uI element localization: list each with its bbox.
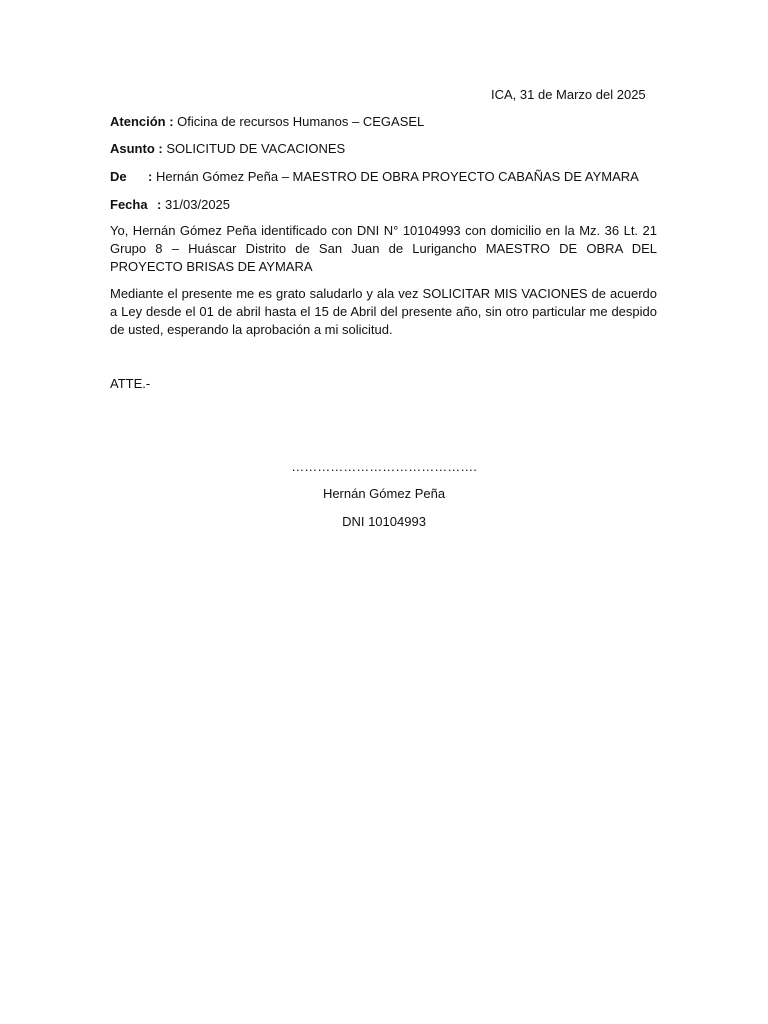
de-line — [110, 168, 639, 186]
fecha-value: 31/03/2025 — [161, 197, 231, 212]
place-date: ICA, 31 de Marzo del 2025 — [491, 87, 646, 102]
body-paragraph-2: Mediante el presente me es grato saludarlo y ala vez SOLICITAR MIS VACIONES de acuerdo a Ley desde el 01 de abril hasta el 15 de Abril del presente año, sin otro particular me despido de usted, esperando la aprobación a mi solicitud. — [110, 286, 657, 337]
signature-line: ……………………………………. — [291, 459, 477, 474]
de-colon: : — [148, 169, 153, 184]
asunto-label: Asunto : — [110, 141, 163, 156]
de-label: De — [110, 169, 127, 184]
fecha-colon: : — [157, 197, 162, 212]
asunto-line — [110, 140, 345, 158]
asunto-value: SOLICITUD DE VACACIONES — [162, 141, 346, 156]
atencion-label: Atención : — [110, 114, 174, 129]
de-value: Hernán Gómez Peña – MAESTRO DE OBRA PROYECTO CABAÑAS DE AYMARA — [152, 169, 639, 184]
signer-dni: DNI 10104993 — [342, 514, 426, 529]
signer-name: Hernán Gómez Peña — [322, 486, 446, 501]
atencion-line — [110, 113, 424, 131]
atencion-value: Oficina de recursos Humanos – CEGASEL — [173, 114, 425, 129]
body-paragraph-1: Yo, Hernán Gómez Peña identificado con DNI N° 10104993 con domicilio en la Mz. 36 Lt. 21 Grupo 8 – Huáscar Distrito de San Juan de Lurigancho MAESTRO DE OBRA DEL PROYECTO BRISAS DE AYMARA — [110, 223, 657, 274]
fecha-line — [110, 196, 230, 214]
fecha-label: Fecha — [110, 197, 148, 212]
closing: ATTE.- — [110, 376, 151, 391]
